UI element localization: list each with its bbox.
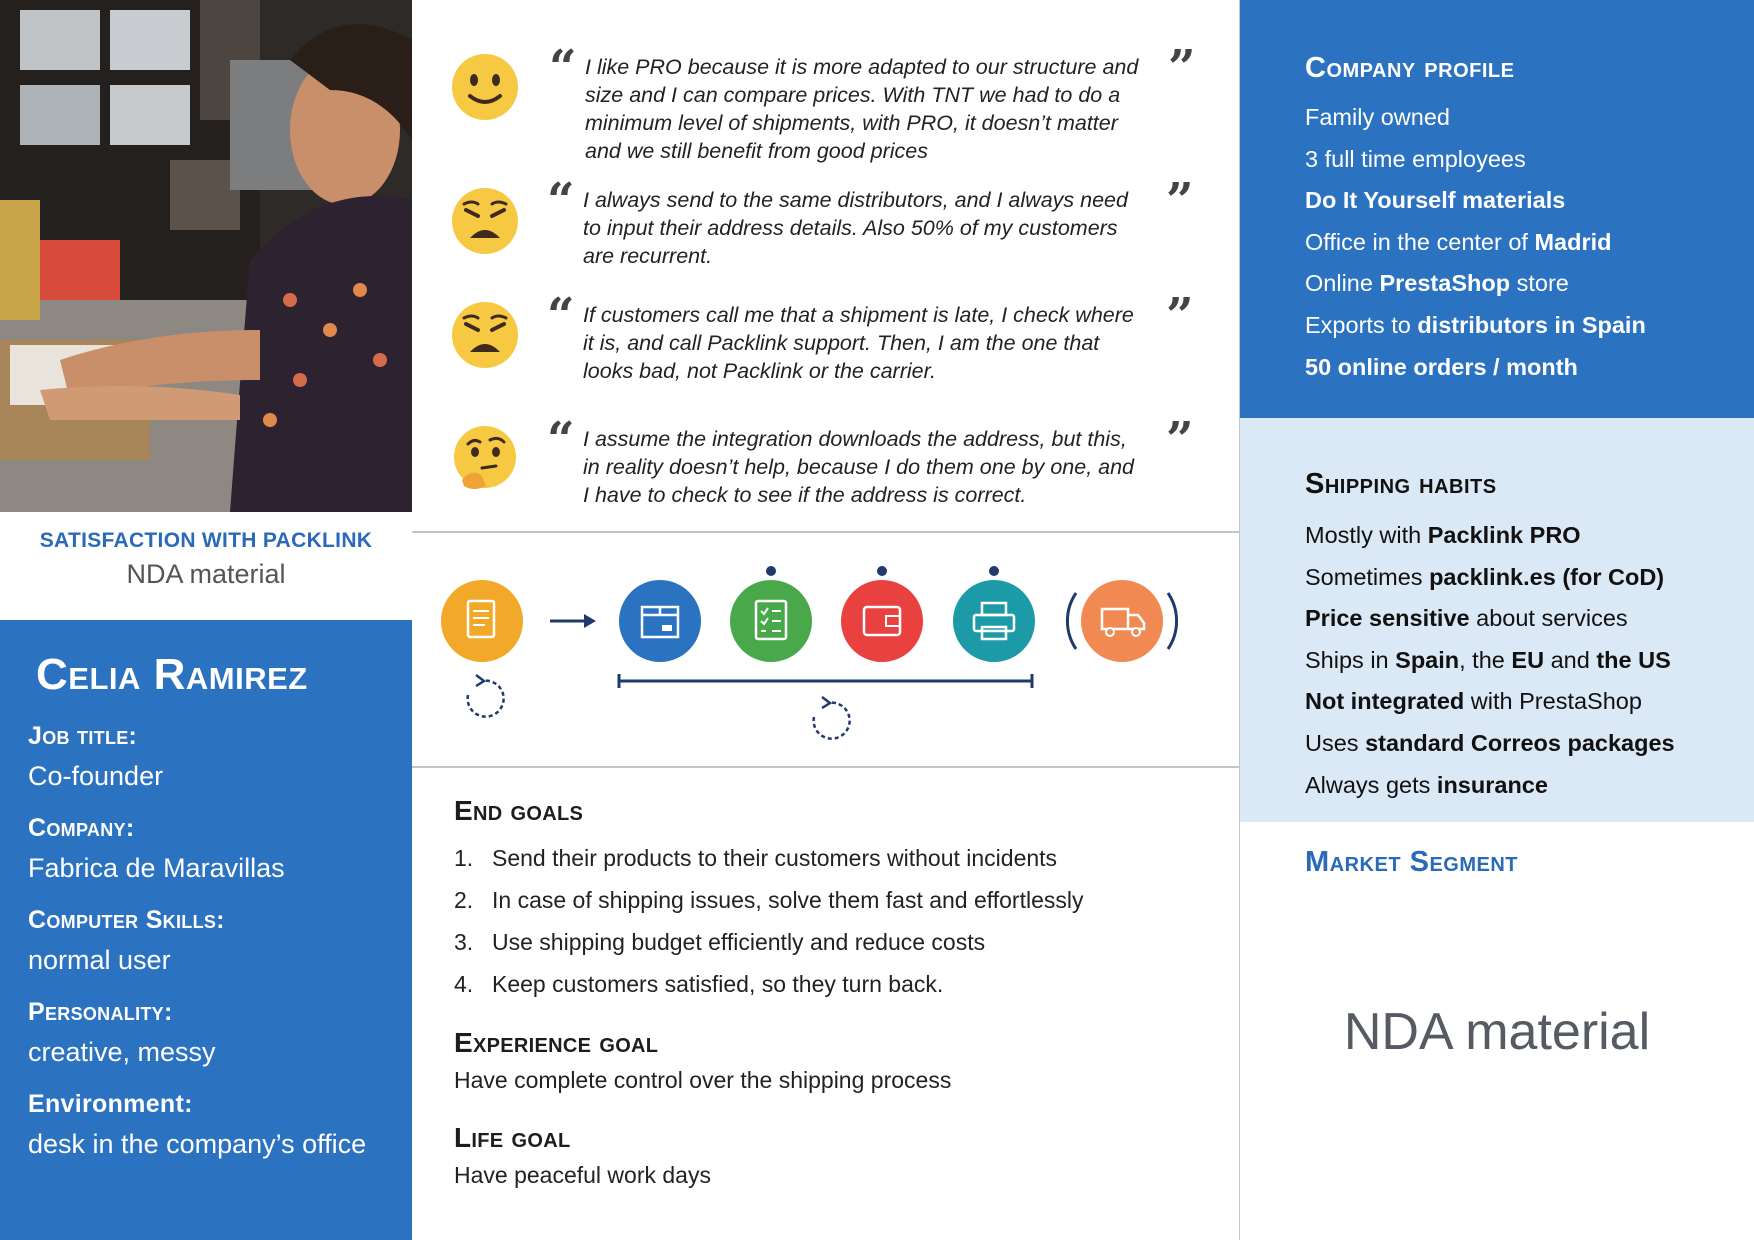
item-number: 2. — [454, 887, 474, 913]
list-item-text: 3 full time employees — [1305, 145, 1526, 172]
profile-column — [1240, 0, 1754, 1240]
goals-section — [454, 795, 1214, 1189]
list-item-text: Online — [1305, 270, 1380, 297]
list-item-text: and — [1544, 646, 1597, 673]
item-text: Use shipping budget efficiently and reduce costs — [492, 929, 986, 955]
market-segment-heading: Market Segment — [1305, 846, 1519, 878]
item-text: Keep customers satisfied, so they turn back. — [492, 971, 944, 997]
close-quote-mark: ” — [1166, 173, 1194, 229]
list-item — [454, 879, 1214, 921]
list-item-text: Exports to — [1305, 311, 1418, 338]
list-item-text: the US — [1596, 646, 1671, 673]
list-item-text: Office in the center of — [1305, 228, 1535, 255]
list-item-text: Always gets — [1305, 771, 1437, 798]
list-item — [1305, 598, 1754, 640]
list-item-text: distributors in Spain — [1417, 311, 1646, 338]
item-text: In case of shipping issues, solve them fast and effortlessly — [492, 887, 1084, 913]
package-box-icon — [619, 580, 701, 662]
weary-face-icon — [450, 186, 520, 256]
item-number: 3. — [454, 929, 474, 955]
open-quote-mark: “ — [547, 173, 575, 229]
satisfaction-title: SATISFACTION WITH PACKLINK — [39, 529, 373, 552]
satisfaction-value: NDA material — [126, 559, 286, 589]
quote-line: in reality doesn’t help, because I do them one by one, and — [583, 455, 1135, 479]
printer-icon — [953, 566, 1035, 662]
list-item-text: store — [1510, 270, 1569, 297]
quote-line: I assume the integration downloads the address, but this, — [583, 427, 1127, 451]
quote-line: If customers call me that a shipment is late, I check where — [583, 303, 1134, 327]
item-text: Send their products to their customers without incidents — [492, 845, 1058, 871]
quote-text — [583, 301, 1134, 385]
persona-name: Celia Ramirez — [36, 650, 308, 699]
list-item — [454, 963, 1214, 1005]
list-item-text: Price sensitive — [1305, 605, 1470, 632]
company-profile-list — [1305, 97, 1754, 388]
field-label: Environment: — [28, 1090, 193, 1118]
quote-line: are recurrent. — [583, 244, 713, 268]
quote-line: to input their address details. Also 50% of my customers — [583, 216, 1118, 240]
open-quote-mark: “ — [547, 412, 575, 468]
list-item-text: insurance — [1436, 771, 1548, 798]
list-item-text: 50 online orders / month — [1305, 353, 1578, 380]
field-value: Fabrica de Maravillas — [28, 853, 285, 883]
life-goal-heading: Life goal — [454, 1122, 571, 1153]
quote-text — [583, 186, 1128, 270]
quote-text — [583, 425, 1134, 509]
market-segment-panel — [1240, 822, 1754, 1240]
quote-line: minimum level of shipments, with PRO, it doesn’t matter — [585, 111, 1118, 135]
list-item-text: standard Correos packages — [1365, 729, 1675, 756]
field-label: Computer Skills: — [28, 906, 225, 934]
close-quote-mark: ” — [1168, 40, 1196, 96]
list-item — [1305, 305, 1754, 347]
quote-line: size and I can compare prices. With TNT we had to do a — [585, 83, 1121, 107]
list-item-text: about services — [1469, 605, 1628, 632]
list-item — [454, 837, 1214, 879]
persona-identity-panel — [0, 620, 412, 1240]
list-item — [1305, 180, 1754, 222]
shipping-flow-diagram — [412, 533, 1240, 766]
list-item-text: packlink.es (for CoD) — [1429, 563, 1665, 590]
item-number: 1. — [454, 845, 474, 871]
refresh-cycle-icon — [814, 697, 850, 739]
field-label: Personality: — [28, 998, 173, 1026]
list-item — [1305, 515, 1754, 557]
open-quote-mark: “ — [547, 288, 575, 344]
list-item-text: EU — [1511, 646, 1545, 673]
persona-photo-illustration — [0, 0, 412, 512]
list-item-text: Family owned — [1305, 104, 1450, 130]
list-item — [1305, 97, 1754, 139]
shipping-habits-heading: Shipping habits — [1305, 468, 1497, 500]
company-field — [28, 814, 412, 884]
list-item — [1305, 222, 1754, 264]
list-item — [1305, 263, 1754, 305]
close-quote-mark: ” — [1166, 412, 1194, 468]
life-goal-text: Have peaceful work days — [454, 1162, 711, 1188]
weary-face-icon — [450, 300, 520, 370]
list-item — [1305, 681, 1754, 723]
list-item — [1305, 139, 1754, 181]
section-divider — [412, 766, 1240, 768]
list-item-text: Not integrated — [1305, 688, 1465, 715]
shipping-habits-list — [1305, 515, 1754, 806]
experience-goal-text: Have complete control over the shipping process — [454, 1067, 952, 1093]
field-value: desk in the company’s office — [28, 1129, 367, 1159]
list-item-text: with PrestaShop — [1464, 688, 1642, 715]
list-item — [1305, 723, 1754, 765]
field-label: Company: — [28, 814, 135, 842]
market-segment-value: NDA material — [1343, 1003, 1651, 1061]
end-goals-heading: End goals — [454, 795, 584, 826]
quote-text — [585, 53, 1138, 165]
list-item — [1305, 765, 1754, 807]
field-label: Job title: — [28, 722, 138, 750]
company-profile-panel — [1240, 0, 1754, 418]
persona-column — [0, 0, 412, 1240]
field-value: creative, messy — [28, 1037, 216, 1067]
satisfaction-section — [0, 512, 412, 620]
list-item-text: , the — [1459, 646, 1512, 673]
field-value: normal user — [28, 945, 171, 975]
quote-line: I have to check to see if the address is correct. — [583, 483, 1027, 507]
personality-field — [28, 998, 412, 1068]
list-item-text: Spain — [1395, 646, 1460, 673]
quote-line: and we still benefit from good prices — [585, 139, 928, 163]
item-number: 4. — [454, 971, 474, 997]
smiling-face-icon — [450, 52, 520, 122]
end-goals-list — [454, 837, 1214, 1005]
arrow-right-icon — [550, 614, 596, 628]
list-item — [1305, 640, 1754, 682]
quotes-goals-column — [412, 0, 1240, 1240]
list-item-text: Packlink PRO — [1427, 522, 1581, 548]
experience-goal-heading: Experience goal — [454, 1027, 659, 1058]
refresh-cycle-icon — [468, 675, 504, 717]
order-document-icon — [441, 580, 523, 662]
environment-field — [28, 1090, 412, 1160]
persona-photo — [0, 0, 412, 512]
job-title-field — [28, 722, 412, 792]
field-value: Co-founder — [28, 761, 164, 791]
checklist-icon — [730, 566, 812, 662]
quote-line: it is, and call Packlink support. Then, I am the one that — [583, 331, 1100, 355]
thinking-face-icon — [450, 424, 520, 494]
quote-line: looks bad, not Packlink or the carrier. — [583, 359, 936, 383]
list-item — [454, 921, 1214, 963]
quote-line: I like PRO because it is more adapted to our structure and — [585, 55, 1139, 79]
wallet-icon — [841, 566, 923, 662]
computer-skills-field — [28, 906, 412, 976]
list-item-text: Ships in — [1305, 646, 1396, 673]
list-item — [1305, 347, 1754, 389]
company-profile-heading: Company profile — [1305, 52, 1515, 84]
list-item-text: Uses — [1305, 729, 1366, 756]
list-item-text: PrestaShop — [1379, 270, 1511, 297]
quote-line: I always send to the same distributors, and I always need — [583, 188, 1128, 212]
open-quote-mark: “ — [549, 40, 577, 96]
shipping-habits-panel — [1240, 418, 1754, 822]
list-item-text: Mostly with — [1305, 522, 1428, 548]
list-item-text: Sometimes — [1305, 563, 1430, 590]
close-quote-mark: ” — [1166, 288, 1194, 344]
list-item — [1305, 557, 1754, 599]
list-item-text: Madrid — [1534, 228, 1612, 255]
delivery-truck-icon — [1067, 580, 1176, 662]
cycle-bracket — [619, 674, 1032, 688]
list-item-text: Do It Yourself materials — [1305, 187, 1566, 214]
